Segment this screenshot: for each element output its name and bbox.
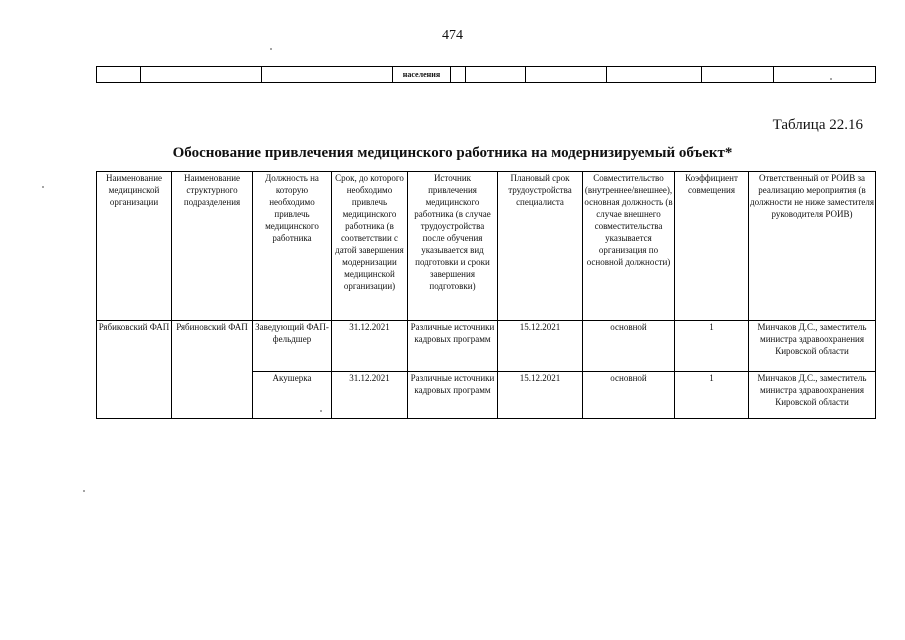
header-combo: Совместительство (внутреннее/внешнее), основная должность (в случае внешнего совместительства указывается организация по основной должности) [583, 172, 675, 321]
header-source: Источник привлечения медицинского работника (в случае трудоустройства после обучения указывается вид подготовки и сроки завершения подготовки) [408, 172, 498, 321]
scan-speck [83, 490, 85, 492]
scan-speck [270, 48, 272, 50]
page-number: 474 [442, 28, 463, 43]
header-unit: Наименование структурного подразделения [172, 172, 253, 321]
cell-org: Рябиковский ФАП [97, 321, 172, 419]
cell-planned: 15.12.2021 [498, 372, 583, 419]
prev-cell [451, 67, 466, 83]
prev-cell [262, 67, 393, 83]
header-planned: Плановый срок трудоустройства специалиста [498, 172, 583, 321]
cell-responsible: Минчаков Д.С., заместитель министра здравоохранения Кировской области [749, 372, 876, 419]
prev-cell [97, 67, 141, 83]
scan-speck [42, 186, 44, 188]
cell-source: Различные источники кадровых программ [408, 321, 498, 372]
prev-cell [607, 67, 702, 83]
table-row [97, 321, 876, 372]
cell-combo: основной [583, 372, 675, 419]
prev-cell [141, 67, 262, 83]
cell-responsible: Минчаков Д.С., заместитель министра здравоохранения Кировской области [749, 321, 876, 372]
cell-deadline: 31.12.2021 [332, 372, 408, 419]
prev-cell [526, 67, 607, 83]
table-header-row [97, 172, 876, 321]
cell-coef: 1 [675, 321, 749, 372]
staffing-table [96, 171, 876, 419]
scan-speck [320, 410, 322, 412]
prev-cell [774, 67, 876, 83]
prev-cell [702, 67, 774, 83]
cell-position: Акушерка [253, 372, 332, 419]
cell-combo: основной [583, 321, 675, 372]
table-title: Обоснование привлечения медицинского работника на модернизируемый объект* [172, 145, 733, 161]
cell-source: Различные источники кадровых программ [408, 372, 498, 419]
prev-cell: населения [393, 67, 451, 83]
header-coef: Коэффициент совмещения [675, 172, 749, 321]
previous-table-fragment [96, 66, 876, 83]
table-label: Таблица 22.16 [772, 117, 863, 133]
cell-coef: 1 [675, 372, 749, 419]
header-responsible: Ответственный от РОИВ за реализацию мероприятия (в должности не ниже заместителя руководителя РОИВ) [749, 172, 876, 321]
header-org: Наименование медицинской организации [97, 172, 172, 321]
header-position: Должность на которую необходимо привлечь медицинского работника [253, 172, 332, 321]
header-deadline: Срок, до которого необходимо привлечь медицинского работника (в соответствии с датой завершения модернизации медицинской организации) [332, 172, 408, 321]
previous-table-row [97, 67, 876, 83]
cell-deadline: 31.12.2021 [332, 321, 408, 372]
scan-speck [830, 78, 832, 80]
cell-planned: 15.12.2021 [498, 321, 583, 372]
prev-cell [466, 67, 526, 83]
cell-position: Заведующий ФАП-фельдшер [253, 321, 332, 372]
cell-unit: Рябиновский ФАП [172, 321, 253, 419]
